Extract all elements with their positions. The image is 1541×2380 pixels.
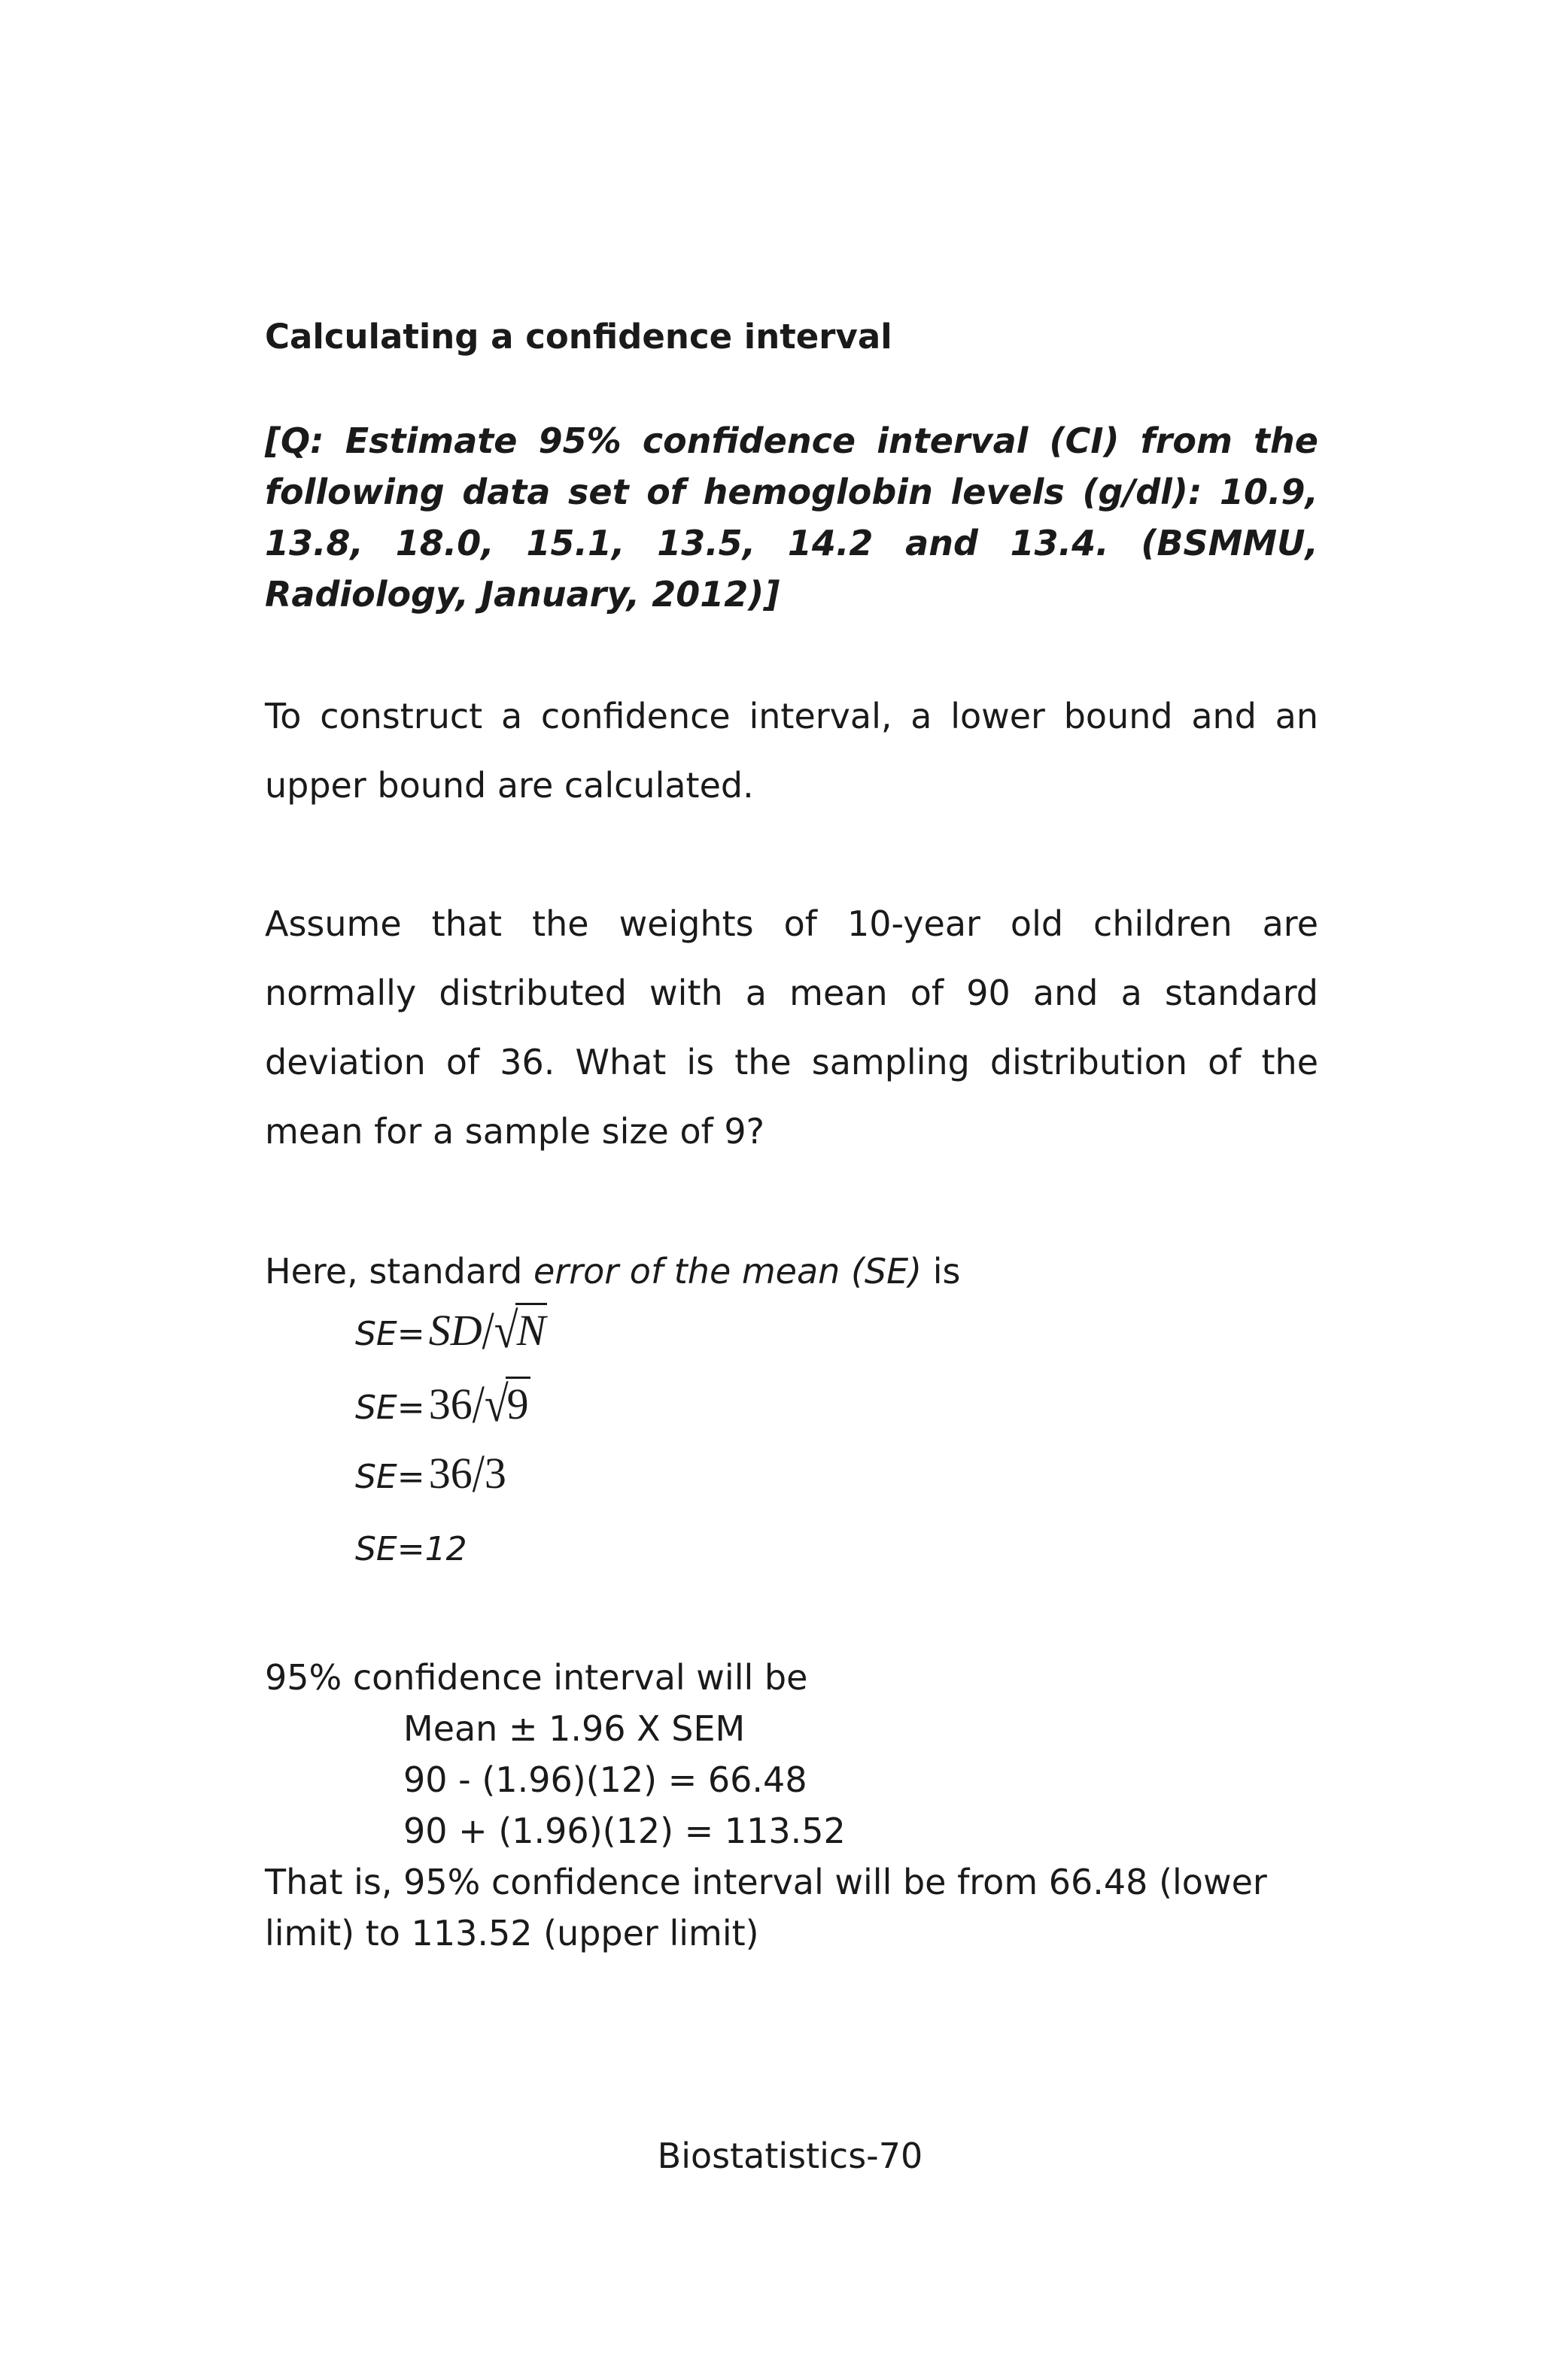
se-intro-prefix: Here, standard	[265, 1251, 533, 1292]
radical-sign: √	[494, 1302, 518, 1358]
formula-numerator: 36	[428, 1380, 473, 1428]
formula-lhs: SE=	[355, 1458, 425, 1496]
radical-sign: √	[484, 1376, 509, 1432]
formula-se-simplified	[355, 1442, 506, 1504]
square-root	[484, 1376, 530, 1432]
fraction-slash: /	[472, 1373, 485, 1435]
ci-formula: Mean ± 1.96 X SEM	[403, 1708, 746, 1749]
formula-se-result	[355, 1530, 467, 1568]
question-text: [Q: Estimate 95% confidence interval (CI) from the following data set of hemoglobin levels (g/dl): 10.9, 13.8, 18.0, 15.1, 13.5, 14.2 and 13.4. (BSMMU, Radiology, January, 2012)]	[265, 420, 1318, 615]
paragraph-confidence-interval-intro: To construct a confidence interval, a lower bound and an upper bound are calculated.	[265, 696, 1318, 806]
formula-numerator: 36	[428, 1449, 473, 1498]
section-heading: Calculating a confidence interval	[265, 317, 892, 357]
formula-se-general	[355, 1299, 547, 1362]
ci-upper-calc: 90 + (1.96)(12) = 113.52	[403, 1811, 846, 1851]
formula-lhs: SE=	[355, 1389, 425, 1427]
ci-conclusion-line-1: That is, 95% confidence interval will be from 66.48 (lower	[265, 1862, 1267, 1902]
confidence-interval-calculation	[265, 1652, 1394, 1959]
formula-lhs: SE=	[355, 1315, 425, 1353]
radicand: N	[515, 1303, 548, 1355]
ci-lower-calc: 90 - (1.96)(12) = 66.48	[403, 1759, 807, 1800]
formula-se-substituted	[355, 1373, 530, 1435]
ci-conclusion-line-2: limit) to 113.52 (upper limit)	[265, 1913, 759, 1953]
radicand: 9	[506, 1377, 530, 1429]
formula-numerator: SD	[428, 1306, 482, 1355]
page-footer: Biostatistics-70	[657, 2136, 923, 2176]
se-intro-term: error of the mean (SE)	[533, 1251, 922, 1292]
formula-denominator: 3	[484, 1449, 506, 1498]
ci-intro: 95% confidence interval will be	[265, 1657, 808, 1698]
formula-lhs: SE=	[355, 1530, 425, 1568]
square-root	[494, 1302, 548, 1358]
fraction-slash: /	[482, 1299, 494, 1362]
se-intro-suffix: is	[922, 1251, 961, 1292]
standard-error-intro	[265, 1246, 1318, 1297]
formula-result: 12	[424, 1530, 467, 1568]
paragraph-sampling-example: Assume that the weights of 10-year old children are normally distributed with a mean of 90 and a standard deviation of 36. What is the sampling distribution of the mean for a sample size of 9?	[265, 903, 1318, 1152]
fraction-slash: /	[472, 1442, 485, 1504]
